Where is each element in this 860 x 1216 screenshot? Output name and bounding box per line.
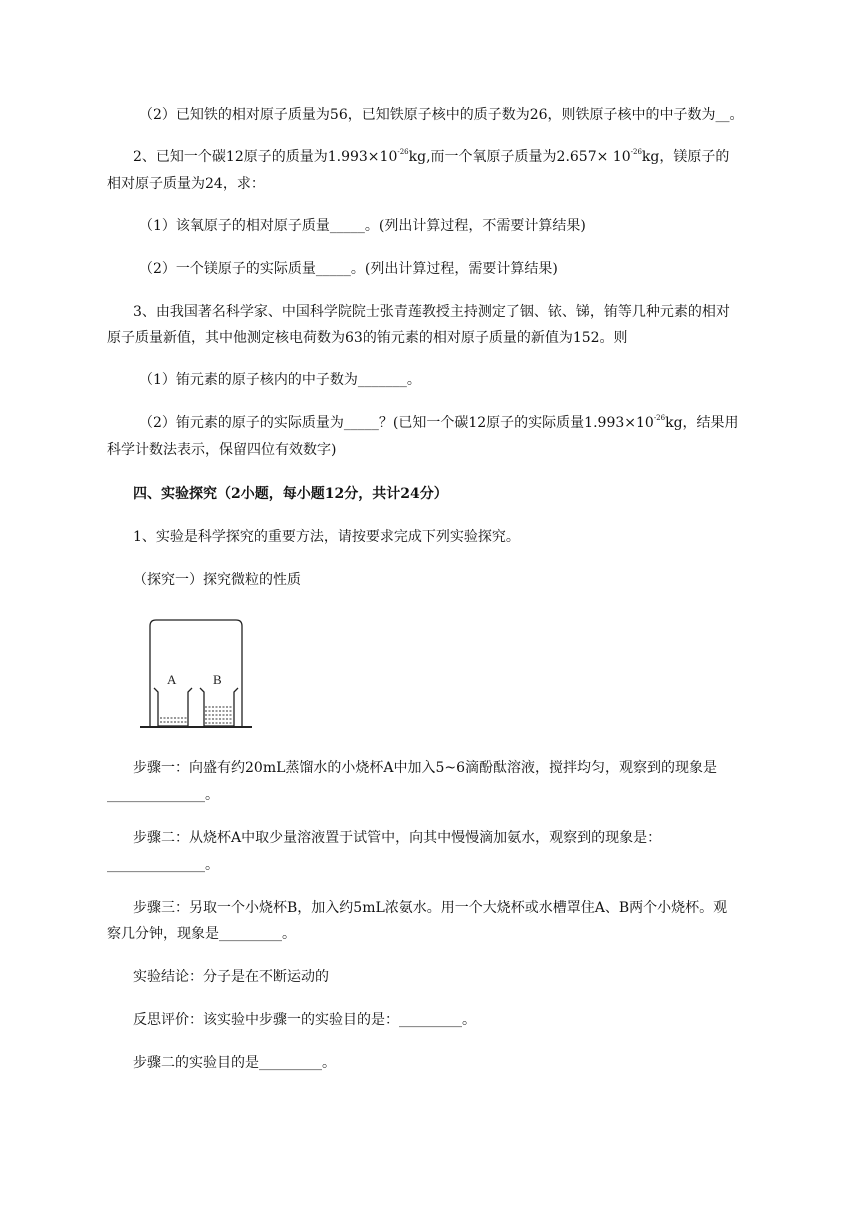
step-two: 步骤二：从烧杯A中取少量溶液置于试管中，向其中慢慢滴加氨水，观察到的现象是：	[133, 830, 662, 846]
answer-blank: ______________。	[107, 787, 219, 803]
text-segment: kg，结果用	[665, 415, 739, 431]
exponent: -26	[630, 148, 642, 156]
step-three-cont: 察几分钟，现象是_________。	[107, 926, 296, 942]
beaker-a-label: A	[167, 672, 177, 687]
exponent: -26	[397, 148, 409, 156]
question-2-text	[133, 147, 729, 169]
question-2-text-cont: 相对原子质量为24，求：	[107, 176, 265, 192]
step-two-purpose: 步骤二的实验目的是_________。	[133, 1055, 336, 1071]
experiment-intro: 1、实验是科学探究的重要方法，请按要求完成下列实验探究。	[133, 529, 520, 545]
text-segment: （2）铕元素的原子的实际质量为_____？(已知一个碳12原子的实际质量1.993×10	[139, 415, 654, 431]
sub-question: （2）一个镁原子的实际质量_____。(列出计算过程，需要计算结果)	[139, 261, 558, 277]
experiment-title: （探究一）探究微粒的性质	[133, 572, 301, 588]
sub-question: （1）该氧原子的相对原子质量_____。(列出计算过程，不需要计算结果)	[139, 218, 586, 234]
answer-blank: ______________。	[107, 857, 219, 873]
reflection: 反思评价：该实验中步骤一的实验目的是：_________。	[133, 1012, 476, 1028]
beaker-b-label: B	[213, 672, 222, 687]
exponent: -26	[653, 414, 666, 422]
sub-question: （1）铕元素的原子核内的中子数为_______。	[139, 372, 421, 388]
conclusion: 实验结论：分子是在不断运动的	[133, 969, 329, 985]
step-three: 步骤三：另取一个小烧杯B，加入约5mL浓氨水。用一个大烧杯或水槽罩住A、B两个小烧杯。观	[133, 900, 728, 916]
sub-question	[139, 413, 739, 435]
question-text: （2）已知铁的相对原子质量为56，已知铁原子核中的质子数为26，则铁原子核中的中子数为__。	[139, 107, 744, 123]
text-segment: kg，镁原子的	[641, 149, 730, 165]
question-3-text-cont: 原子质量新值，其中他测定核电荷数为63的铕元素的相对原子质量的新值为152。则	[107, 330, 628, 346]
section-heading: 四、实验探究（2小题，每小题12分，共计24分）	[133, 486, 448, 502]
sub-question-cont: 科学计数法表示，保留四位有效数字)	[107, 442, 337, 458]
step-one: 步骤一：向盛有约20mL蒸馏水的小烧杯A中加入5~6滴酚酞溶液，搅拌均匀，观察到的现象是	[133, 760, 718, 776]
question-3-text: 3、由我国著名科学家、中国科学院院士张青莲教授主持测定了铟、铱、锑，铕等几种元素的相对	[133, 304, 730, 320]
text-segment: 2、已知一个碳12原子的质量为1.993×10	[133, 149, 398, 165]
text-segment: kg,而一个氧原子质量为2.657× 10	[408, 149, 631, 165]
beaker-diagram	[136, 614, 256, 736]
